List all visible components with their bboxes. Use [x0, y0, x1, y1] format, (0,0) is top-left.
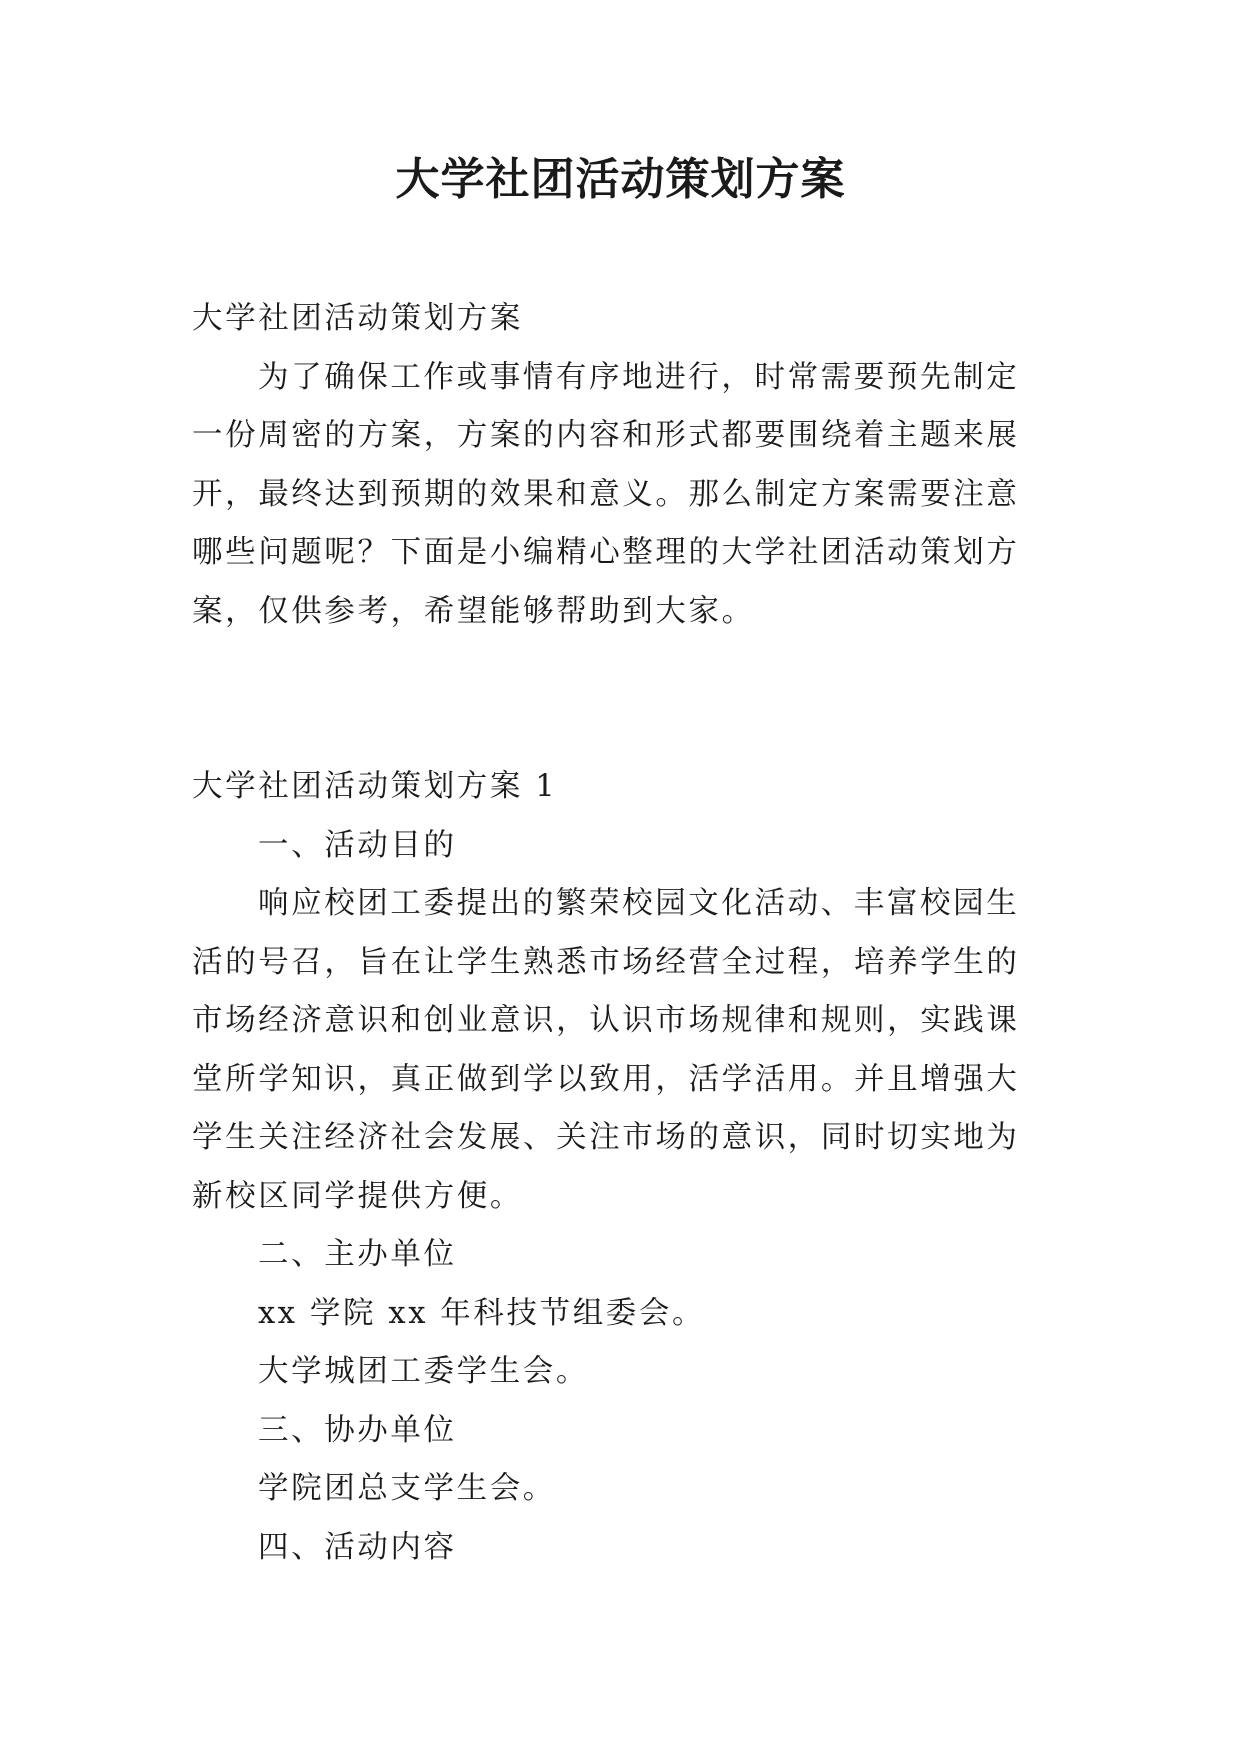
organizer-line-1: xx 学院 xx 年科技节组委会。 — [258, 1295, 706, 1331]
section-spacer — [192, 641, 1052, 758]
purpose-paragraph: 响应校团工委提出的繁荣校园文化活动、丰富校园生活的号召，旨在让学生熟悉市场经营全过程，培养学生的市场经济意识和创业意识，认识市场规律和规则，实践课堂所学知识，真正做到学以致用，活学活用。并且增强大学生关注经济社会发展、关注市场的意识，同时切实地为新校区同学提供方便。 — [192, 886, 1020, 1214]
co-organizer-line: 学院团总支学生会。 — [258, 1471, 556, 1506]
organizer-line-2: 大学城团工委学生会。 — [258, 1354, 589, 1389]
heading-activity-content: 四、活动内容 — [258, 1529, 457, 1565]
heading-purpose: 一、活动目的 — [258, 827, 457, 863]
document-body — [192, 290, 1052, 1577]
heading-organizer: 二、主办单位 — [258, 1237, 457, 1272]
doc-subtitle: 大学社团活动策划方案 — [192, 301, 523, 336]
document-title: 大学社团活动策划方案 — [395, 154, 846, 205]
section-title: 大学社团活动策划方案 1 — [192, 769, 558, 804]
intro-paragraph: 为了确保工作或事情有序地进行，时常需要预先制定一份周密的方案，方案的内容和形式都要围绕着主题来展开，最终达到预期的效果和意义。那么制定方案需要注意哪些问题呢？下面是小编精心整理的大学社团活动策划方案，仅供参考，希望能够帮助到大家。 — [192, 359, 1020, 629]
heading-co-organizer: 三、协办单位 — [258, 1412, 457, 1448]
